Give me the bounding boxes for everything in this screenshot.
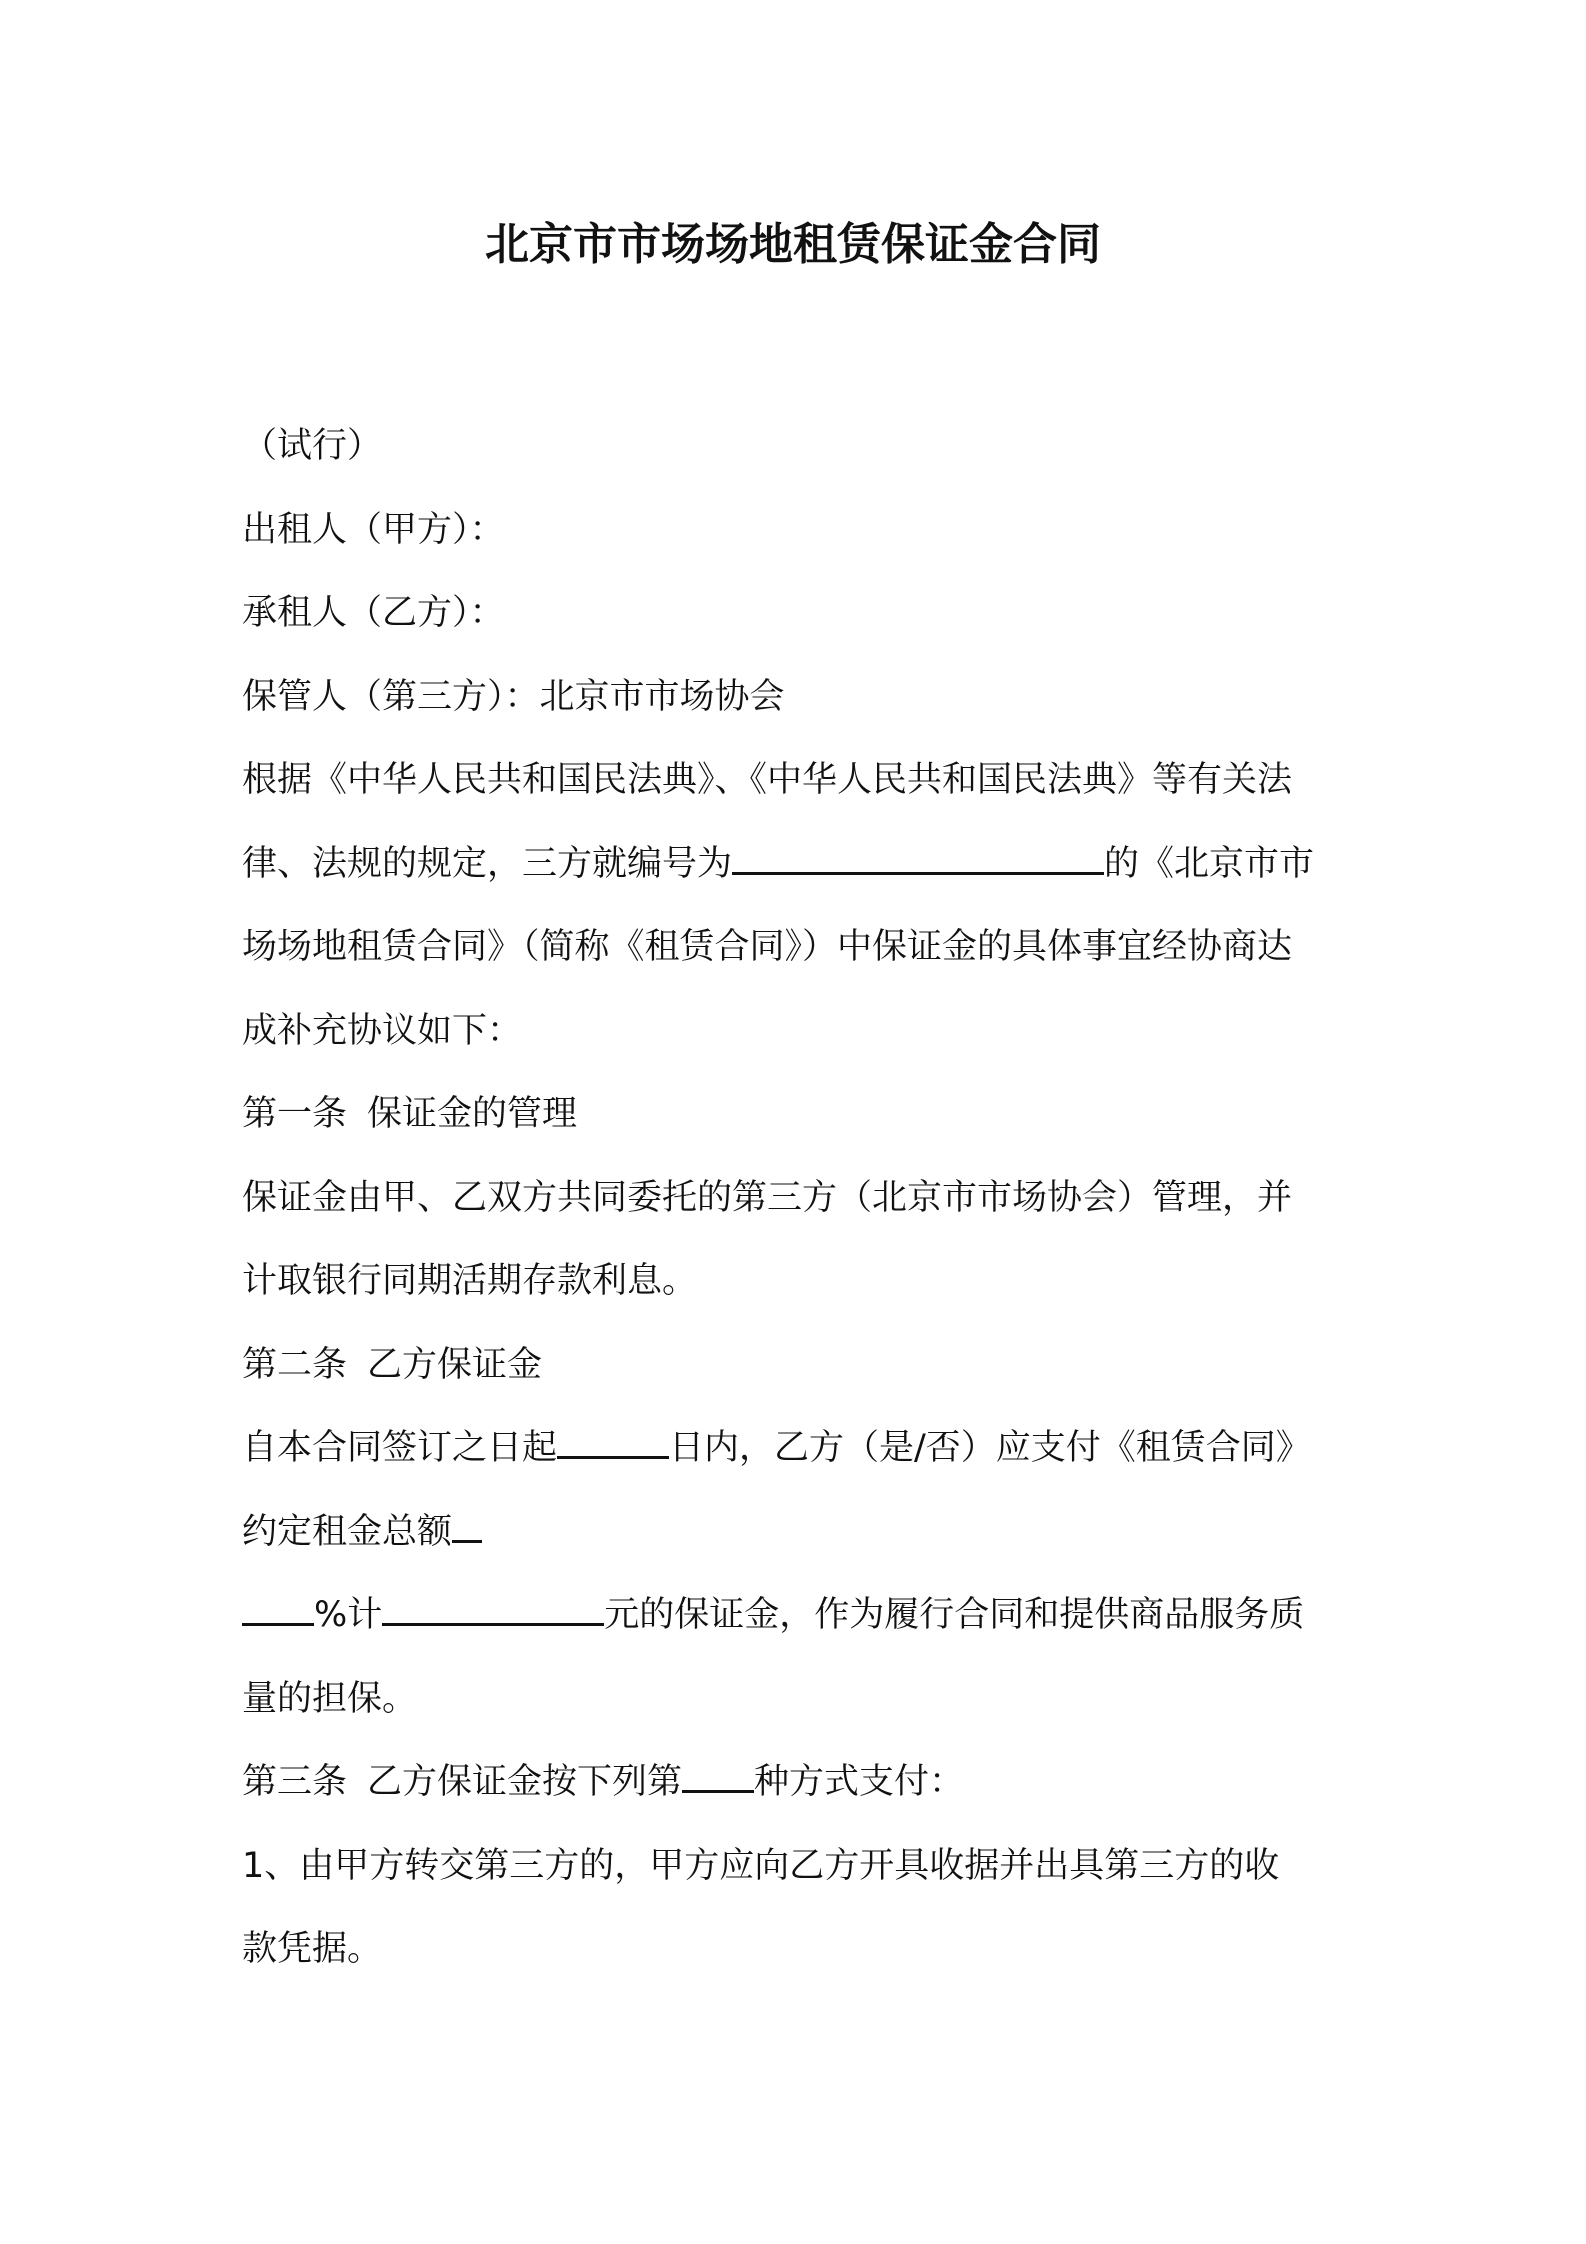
article-2-line-3-end: 元的保证金，作为履行合同和提供商品服务质 xyxy=(604,1595,1305,1635)
article-3-number: 第三条 xyxy=(242,1762,348,1802)
preamble-line-3: 场场地租赁合同》（简称《租赁合同》）中保证金的具体事宜经协商达 xyxy=(242,927,1293,967)
article-3-item-1-line-2: 款凭据。 xyxy=(242,1929,383,1969)
article-2-line-3 xyxy=(242,1574,1362,1658)
article-3-title-end: 种方式支付： xyxy=(754,1762,965,1802)
amount-blank xyxy=(382,1593,604,1626)
article-1-line-2: 计取银行同期活期存款利息。 xyxy=(242,1261,698,1301)
days-blank xyxy=(557,1426,669,1459)
document-subtitle: （试行） xyxy=(242,426,383,466)
article-2-heading xyxy=(242,1324,1362,1408)
preamble-line-2 xyxy=(242,823,1362,907)
article-2-line-1-start: 自本合同签订之日起 xyxy=(242,1428,558,1468)
article-3-item-1-line-1: 1、由甲方转交第三方的，甲方应向乙方开具收据并出具第三方的收 xyxy=(242,1845,1280,1886)
percent-blank xyxy=(242,1593,314,1626)
document-title: 北京市市场场地租赁保证金合同 xyxy=(485,219,1101,270)
rent-total-blank xyxy=(452,1510,482,1543)
article-1-heading xyxy=(242,1073,1362,1157)
article-1-title: 保证金的管理 xyxy=(367,1094,578,1134)
article-3-heading xyxy=(242,1741,1362,1825)
article-2-number: 第二条 xyxy=(242,1344,348,1385)
article-2-title: 乙方保证金 xyxy=(367,1344,543,1385)
article-2-line-1-end: 日内，乙方（是/否）应支付《租赁合同》 xyxy=(669,1428,1311,1468)
article-3-title: 乙方保证金按下列第 xyxy=(367,1762,683,1802)
lessor-field: 出租人（甲方）： xyxy=(242,509,505,550)
preamble-line-1: 根据《中华人民共和国民法典》、《中华人民共和国民法典》等有关法 xyxy=(242,760,1293,800)
article-2-line-2-text: 约定租金总额 xyxy=(242,1511,453,1552)
article-1-line-1: 保证金由甲、乙双方共同委托的第三方（北京市市场协会）管理，并 xyxy=(242,1177,1293,1218)
article-2-line-3-mid: %计 xyxy=(314,1595,383,1635)
article-2-line-2 xyxy=(242,1491,1362,1575)
lessee-field: 承租人（乙方）： xyxy=(242,593,505,633)
article-2-line-1 xyxy=(242,1407,1362,1491)
preamble-line-2-end: 的《北京市市 xyxy=(1104,843,1315,884)
payment-method-blank xyxy=(682,1760,754,1793)
document-body xyxy=(242,405,1362,1992)
custodian-field: 保管人（第三方）：北京市市场协会 xyxy=(242,676,785,717)
article-2-line-4: 量的担保。 xyxy=(242,1678,418,1719)
preamble-line-2-start: 律、法规的规定，三方就编号为 xyxy=(242,843,733,884)
preamble-line-4: 成补充协议如下： xyxy=(242,1010,523,1051)
contract-number-blank xyxy=(732,842,1104,875)
article-1-number: 第一条 xyxy=(242,1094,348,1134)
